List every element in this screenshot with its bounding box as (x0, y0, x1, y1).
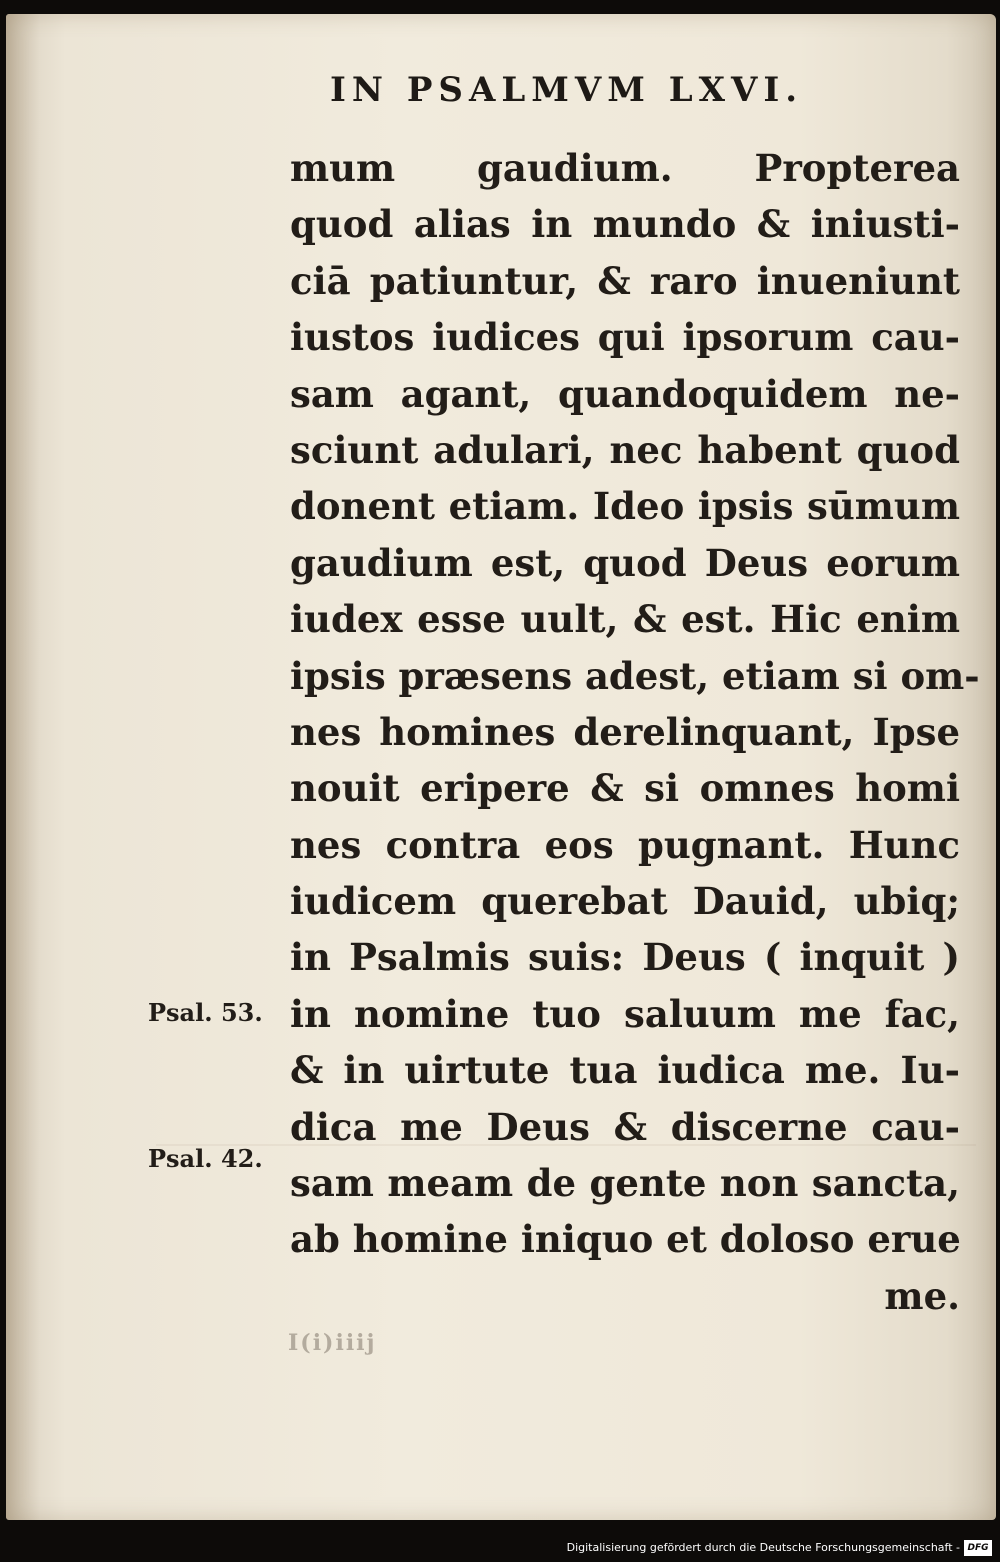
page-edge-shadow (6, 14, 40, 1520)
text-line: in Psalmis suis: Deus ( inquit ) (290, 935, 960, 980)
text-line: nouit eripere & si omnes homi (290, 766, 960, 811)
text-line: mum gaudium. Propterea (290, 146, 960, 190)
text-line: sciunt adulari, nec habent quod (290, 427, 960, 472)
body-text (290, 140, 980, 1324)
text-line: donent etiam. Ideo ipsis sūmum (290, 484, 960, 529)
text-line: sam agant, quandoquidem ne- (290, 371, 960, 416)
text-line: iudicem querebat Dauid, ubiq; (290, 879, 960, 924)
text-line: sam meam de gente non sancta, (290, 1161, 960, 1206)
text-line: gaudium est, quod Deus eorum (290, 540, 960, 585)
marginal-note-psalm-42: Psal. 42. (148, 1144, 263, 1173)
text-line: me. (884, 1273, 960, 1318)
text-line: nes contra eos pugnant. Hunc (290, 822, 960, 867)
text-line: iustos iudices qui ipsorum cau- (290, 315, 960, 360)
text-line: dica me Deus & discerne cau- (290, 1104, 960, 1149)
text-line: ciā patiuntur, & raro inueniunt (290, 258, 960, 303)
signature-mark: I(i)iiij (288, 1330, 377, 1356)
text-line: quod alias in mundo & iniusti- (290, 202, 960, 247)
dfg-logo: DFG (964, 1540, 992, 1556)
text-line: iudex esse uult, & est. Hic enim (290, 597, 960, 642)
text-line: ipsis præsens adest, etiam si om- (290, 653, 980, 698)
running-head: IN PSALMVM LXVI. (330, 70, 804, 110)
text-line: ab homine iniquo et doloso erue (290, 1217, 961, 1262)
digitization-credit: Digitalisierung gefördert durch die Deutsche Forschungsgemeinschaft - (566, 1541, 960, 1554)
text-line: in nomine tuo saluum me fac, (290, 991, 960, 1036)
marginal-note-psalm-53: Psal. 53. (148, 998, 263, 1027)
text-line: nes homines derelinquant, Ipse (290, 709, 960, 754)
text-line: & in uirtute tua iudica me. Iu- (290, 1048, 960, 1093)
